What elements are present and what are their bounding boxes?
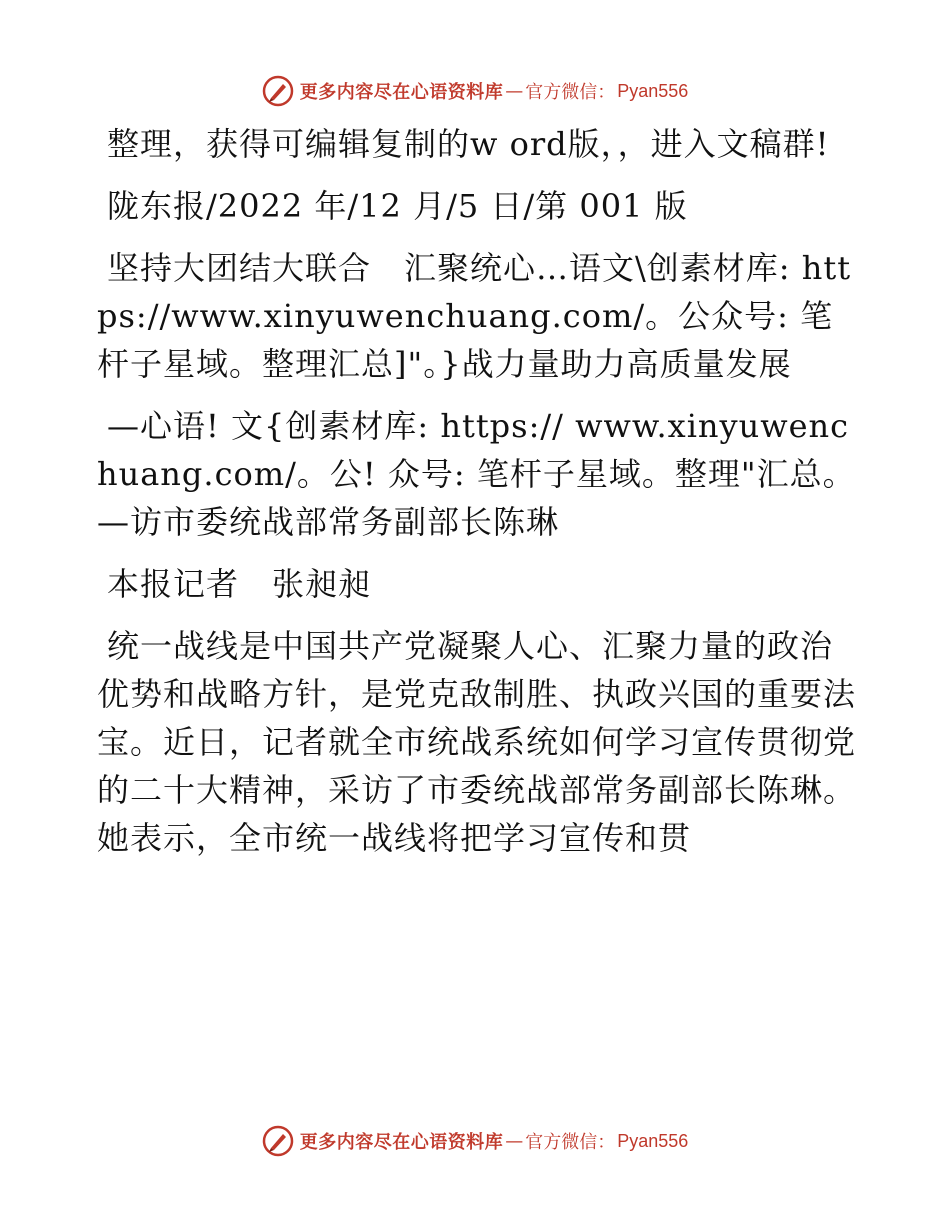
footer-banner xyxy=(0,1121,950,1161)
banner-separator: — xyxy=(505,80,524,102)
paragraph-byline: 本报记者 张昶昶 xyxy=(107,565,372,603)
pen-logo-icon xyxy=(262,1125,294,1157)
banner-wechat-id: Pyan556 xyxy=(617,1130,689,1151)
paragraph-intro: 整理，获得可编辑复制的w ord版，，进入文稿群! xyxy=(107,125,830,163)
banner-wechat-label: 官方微信： xyxy=(525,1132,616,1153)
pen-logo-icon xyxy=(262,75,294,107)
header-banner xyxy=(0,71,950,111)
banner-title: 更多内容尽在心语资料库 xyxy=(299,1132,504,1153)
banner-title: 更多内容尽在心语资料库 xyxy=(299,82,504,103)
paragraph-subheadline: —心语! 文{创素材库: https:// www.xinyuwenchuang.com/。公! 众号: 笔杆子星域。整理"汇总。—访市委统战部常务副部长陈琳 xyxy=(97,407,856,541)
paragraph-source: 陇东报/2022 年/12 月/5 日/第 001 版 xyxy=(107,187,688,225)
banner-wechat-label: 官方微信： xyxy=(525,82,616,103)
banner-wechat-id: Pyan556 xyxy=(617,80,689,101)
banner-separator: — xyxy=(505,1130,524,1152)
paragraph-body: 统一战线是中国共产党凝聚人心、汇聚力量的政治优势和战略方针，是党克敌制胜、执政兴国的重要法宝。近日，记者就全市统战系统如何学习宣传贯彻党的二十大精神，采访了市委统战部常务副部长陈琳。她表示，全市统一战线将把学习宣传和贯 xyxy=(97,627,857,857)
paragraph-headline: 坚持大团结大联合 汇聚统心…语文\创素材库: https://www.xinyuwenchuang.com/。公众号: 笔杆子星域。整理汇总]"。}战力量助力高质量发展 xyxy=(97,249,852,383)
document-body xyxy=(97,120,857,876)
